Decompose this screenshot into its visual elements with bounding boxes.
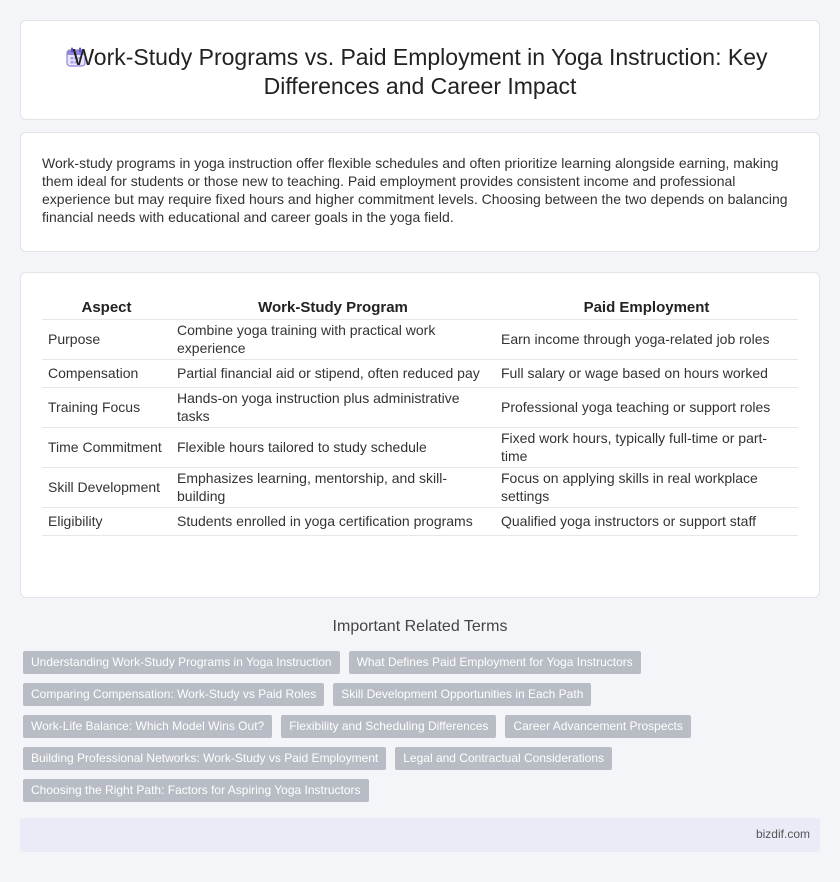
cell-paid: Qualified yoga instructors or support staff: [495, 507, 798, 535]
intro-card: [20, 132, 820, 252]
cell-paid: Focus on applying skills in real workplace settings: [495, 467, 798, 507]
table-row: [42, 427, 798, 467]
cell-paid: Earn income through yoga-related job roles: [495, 319, 798, 359]
related-term-tag[interactable]: Work-Life Balance: Which Model Wins Out?: [23, 715, 272, 738]
footer-site-link[interactable]: bizdif.com: [755, 827, 810, 841]
related-term-tag[interactable]: Career Advancement Prospects: [505, 715, 690, 738]
title-card: [20, 20, 820, 120]
cell-aspect: Eligibility: [42, 507, 171, 535]
cell-work-study: Partial financial aid or stipend, often reduced pay: [171, 359, 495, 387]
table-header-row: [42, 297, 798, 319]
cell-aspect: Purpose: [42, 319, 171, 359]
related-term-tag[interactable]: Legal and Contractual Considerations: [395, 747, 612, 770]
cell-work-study: Emphasizes learning, mentorship, and skill-building: [171, 467, 495, 507]
footer: [20, 818, 820, 852]
header-work-study: Work-Study Program: [171, 297, 495, 319]
cell-work-study: Hands-on yoga instruction plus administrative tasks: [171, 387, 495, 427]
related-terms-heading: Important Related Terms: [332, 618, 508, 635]
cell-aspect: Training Focus: [42, 387, 171, 427]
page-title: Work-Study Programs vs. Paid Employment in Yoga Instruction: Key Differences and Career Impact: [72, 44, 768, 99]
table-row: [42, 319, 798, 359]
cell-aspect: Time Commitment: [42, 427, 171, 467]
cell-work-study: Flexible hours tailored to study schedule: [171, 427, 495, 467]
cell-paid: Full salary or wage based on hours worked: [495, 359, 798, 387]
related-term-tag[interactable]: Choosing the Right Path: Factors for Aspiring Yoga Instructors: [23, 779, 369, 802]
header-aspect: Aspect: [42, 297, 171, 319]
related-terms-list: [23, 651, 703, 811]
cell-paid: Professional yoga teaching or support roles: [495, 387, 798, 427]
table-row: [42, 359, 798, 387]
table-row: [42, 507, 798, 535]
related-term-tag[interactable]: Comparing Compensation: Work-Study vs Paid Roles: [23, 683, 324, 706]
related-term-tag[interactable]: Skill Development Opportunities in Each Path: [333, 683, 591, 706]
related-term-tag[interactable]: Understanding Work-Study Programs in Yoga Instruction: [23, 651, 340, 674]
comparison-card: [20, 272, 820, 598]
cell-work-study: Students enrolled in yoga certification programs: [171, 507, 495, 535]
cell-paid: Fixed work hours, typically full-time or part-time: [495, 427, 798, 467]
cell-aspect: Skill Development: [42, 467, 171, 507]
header-paid-employment: Paid Employment: [495, 297, 798, 319]
related-term-tag[interactable]: Flexibility and Scheduling Differences: [281, 715, 496, 738]
comparison-table: [42, 297, 798, 536]
intro-paragraph: Work-study programs in yoga instruction offer flexible schedules and often prioritize learning alongside earning, making them ideal for students or those new to teaching. Paid employment provides consistent income and professional experience but may require fixed hours and higher commitment levels. Choosing between the two depends on balancing financial needs with educational and career goals in the yoga field.: [42, 155, 788, 225]
cell-work-study: Combine yoga training with practical work experience: [171, 319, 495, 359]
table-row: [42, 467, 798, 507]
table-row: [42, 387, 798, 427]
related-term-tag[interactable]: Building Professional Networks: Work-Study vs Paid Employment: [23, 747, 386, 770]
cell-aspect: Compensation: [42, 359, 171, 387]
related-term-tag[interactable]: What Defines Paid Employment for Yoga Instructors: [349, 651, 641, 674]
